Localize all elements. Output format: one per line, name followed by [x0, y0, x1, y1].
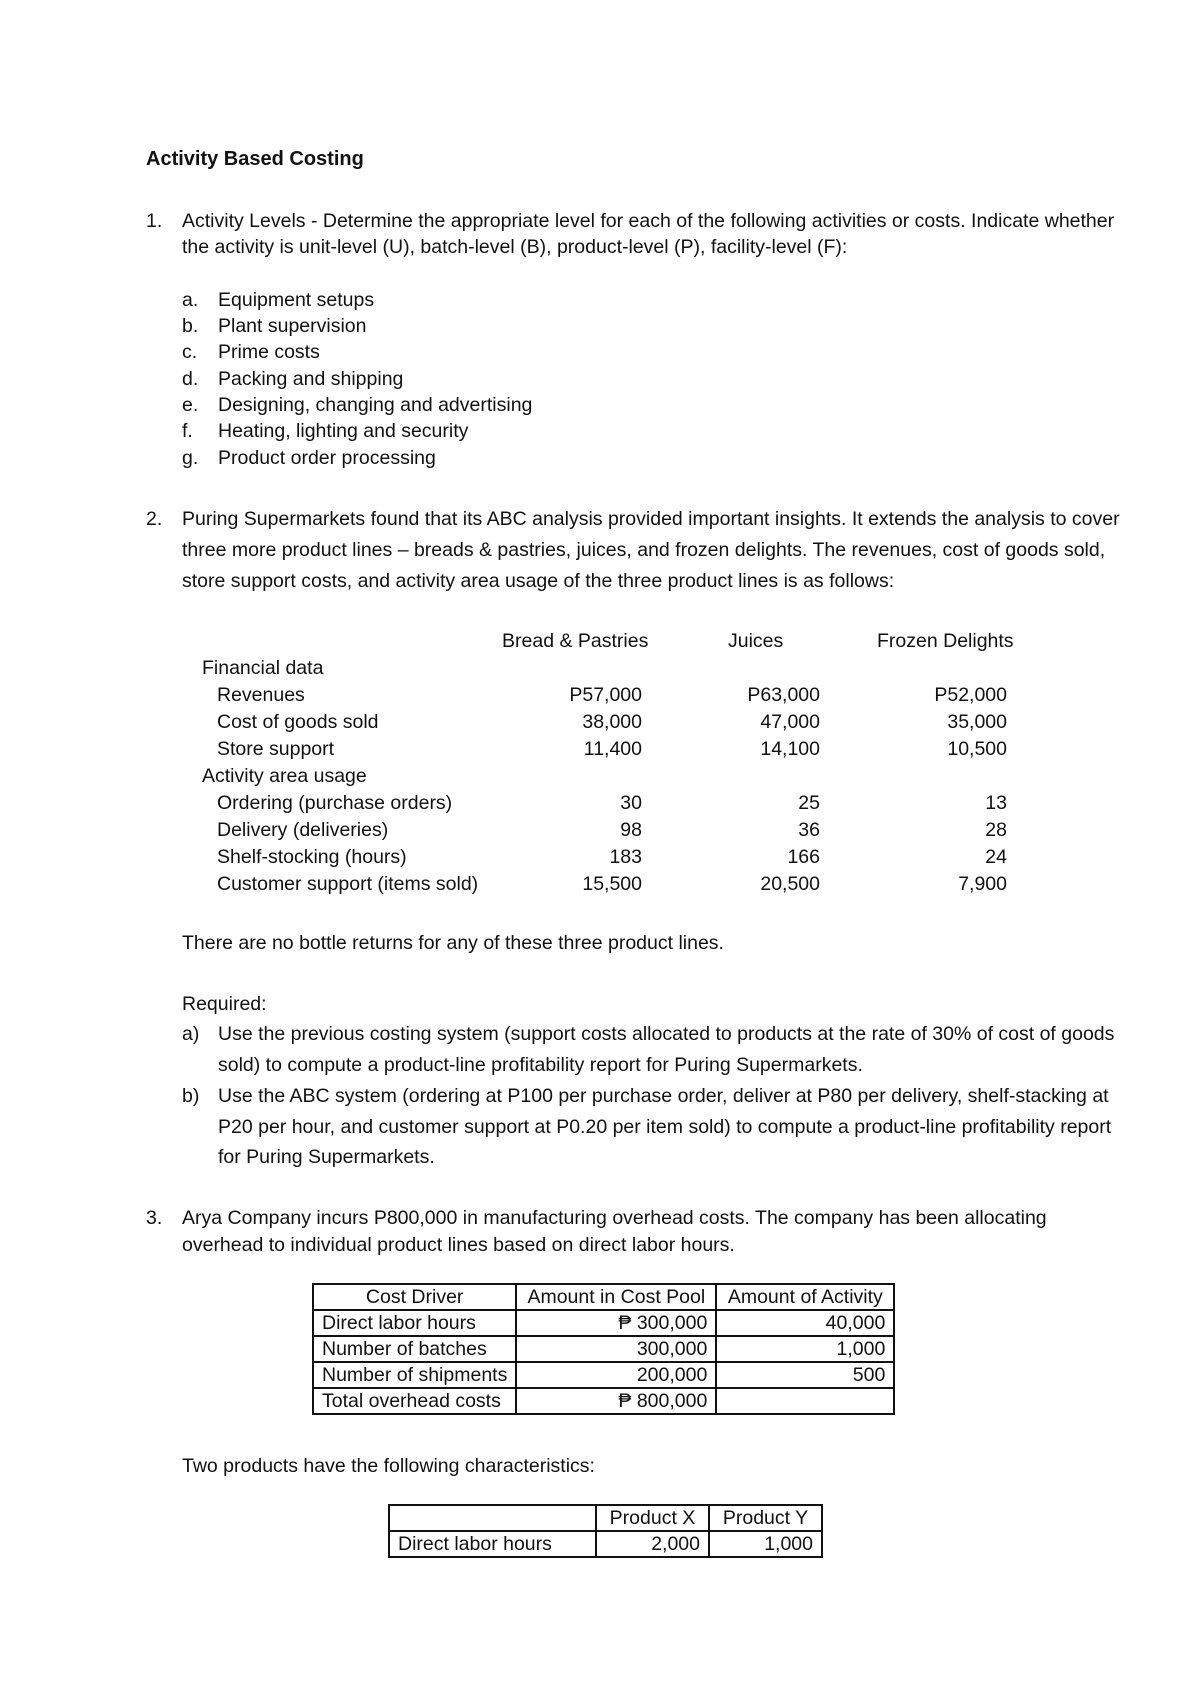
required-text-line: Use the ABC system (ordering at P100 per purchase order, deliver at P80 per delivery, shelf-stacking at — [218, 1085, 1109, 1107]
cell-value: 38,000 — [582, 711, 642, 733]
column-header-frozen: Frozen Delights — [877, 630, 1014, 652]
question-text-line: Puring Supermarkets found that its ABC analysis provided important insights. It extends the analysis to cover — [182, 508, 1120, 530]
required-letter: b) — [182, 1085, 200, 1107]
cell-value: 7,900 — [958, 873, 1007, 895]
question-text-line: overhead to individual product lines based on direct labor hours. — [182, 1234, 735, 1256]
cell-value: 98 — [620, 819, 642, 841]
list-text: Prime costs — [218, 341, 320, 363]
list-letter: e. — [182, 394, 199, 416]
cell-value: 13 — [985, 792, 1007, 814]
question-number: 1. — [146, 210, 163, 232]
cell-value — [716, 1388, 894, 1414]
cell-value: 35,000 — [947, 711, 1007, 733]
cell-value: 200,000 — [516, 1362, 716, 1388]
section-heading-row — [0, 765, 1200, 791]
list-text: Designing, changing and advertising — [218, 394, 533, 416]
header-cell: Cost Driver — [313, 1284, 516, 1310]
list-text: Packing and shipping — [218, 368, 404, 390]
table-row — [0, 846, 1200, 872]
row-label: Delivery (deliveries) — [217, 819, 389, 841]
list-letter: b. — [182, 315, 199, 337]
cell-value: 166 — [787, 846, 820, 868]
required-letter: a) — [182, 1023, 200, 1045]
cell-value: P52,000 — [934, 684, 1007, 706]
cell-value: 24 — [985, 846, 1007, 868]
question-text-line: Activity Levels - Determine the appropriate level for each of the following activities or costs. Indicate whether — [182, 210, 1115, 232]
list-letter: f. — [182, 420, 193, 442]
cell-value: 10,500 — [947, 738, 1007, 760]
section-heading-row — [0, 657, 1200, 683]
header-cell: Product Y — [709, 1505, 822, 1531]
section-heading: Activity area usage — [202, 765, 367, 787]
table-row — [0, 738, 1200, 764]
table-row — [0, 873, 1200, 899]
table-header-row — [389, 1505, 822, 1531]
row-label: Customer support (items sold) — [217, 873, 479, 895]
cell-value: 47,000 — [760, 711, 820, 733]
product-table — [388, 1504, 823, 1558]
list-text: Product order processing — [218, 447, 436, 469]
row-label: Shelf-stocking (hours) — [217, 846, 407, 868]
table-row — [313, 1362, 894, 1388]
list-text: Equipment setups — [218, 289, 375, 311]
table-row — [313, 1336, 894, 1362]
table-row — [313, 1310, 894, 1336]
question-text-line: the activity is unit-level (U), batch-level (B), product-level (P), facility-level (F): — [182, 236, 848, 258]
cell-value: 183 — [609, 846, 642, 868]
row-label: Store support — [217, 738, 335, 760]
cell-value: 20,500 — [760, 873, 820, 895]
cell-value: 300,000 — [516, 1336, 716, 1362]
note-text: There are no bottle returns for any of these three product lines. — [182, 932, 724, 954]
list-letter: g. — [182, 447, 199, 469]
required-text-line: for Puring Supermarkets. — [218, 1146, 435, 1168]
cell-value: 14,100 — [760, 738, 820, 760]
row-label: Number of shipments — [313, 1362, 516, 1388]
row-label: Ordering (purchase orders) — [217, 792, 453, 814]
table-row — [389, 1531, 822, 1557]
required-label: Required: — [182, 993, 267, 1015]
header-cell: Amount in Cost Pool — [516, 1284, 716, 1310]
list-letter: d. — [182, 368, 199, 390]
table-header-row — [0, 630, 1200, 656]
cell-value: ₱ 800,000 — [516, 1388, 716, 1414]
cell-value: 1,000 — [716, 1336, 894, 1362]
cell-value: 28 — [985, 819, 1007, 841]
cell-value: 36 — [798, 819, 820, 841]
document-title: Activity Based Costing — [146, 148, 364, 170]
row-label: Direct labor hours — [389, 1531, 596, 1557]
header-cell: Product X — [596, 1505, 709, 1531]
required-text-line: Use the previous costing system (support costs allocated to products at the rate of 30% of cost of goods — [218, 1023, 1115, 1045]
list-letter: c. — [182, 341, 198, 363]
cell-value: 500 — [716, 1362, 894, 1388]
cell-value: 1,000 — [709, 1531, 822, 1557]
table-row — [0, 684, 1200, 710]
question-text-line: store support costs, and activity area usage of the three product lines is as follows: — [182, 570, 895, 592]
table-row — [0, 819, 1200, 845]
cell-value: ₱ 300,000 — [516, 1310, 716, 1336]
table-row — [0, 711, 1200, 737]
row-label: Cost of goods sold — [217, 711, 379, 733]
list-text: Heating, lighting and security — [218, 420, 469, 442]
cost-driver-table — [312, 1283, 895, 1415]
question-text-line: Arya Company incurs P800,000 in manufacturing overhead costs. The company has been allocating — [182, 1207, 1047, 1229]
question-text-line: three more product lines – breads & pastries, juices, and frozen delights. The revenues, cost of goods sold, — [182, 539, 1106, 561]
required-text-line: sold) to compute a product-line profitability report for Puring Supermarkets. — [218, 1054, 863, 1076]
header-cell — [389, 1505, 596, 1531]
table-header-row — [313, 1284, 894, 1310]
row-label: Number of batches — [313, 1336, 516, 1362]
cell-value: 11,400 — [583, 738, 642, 760]
cell-value: 15,500 — [582, 873, 642, 895]
row-label: Direct labor hours — [313, 1310, 516, 1336]
cell-value: 40,000 — [716, 1310, 894, 1336]
cell-value: 2,000 — [596, 1531, 709, 1557]
cell-value: P57,000 — [569, 684, 642, 706]
section-heading: Financial data — [202, 657, 324, 679]
list-letter: a. — [182, 289, 199, 311]
question-number: 2. — [146, 508, 163, 530]
row-label: Total overhead costs — [313, 1388, 516, 1414]
header-cell: Amount of Activity — [716, 1284, 894, 1310]
cell-value: 30 — [620, 792, 642, 814]
products-intro-text: Two products have the following characteristics: — [182, 1455, 595, 1477]
column-header-juices: Juices — [728, 630, 784, 652]
table-row — [313, 1388, 894, 1414]
row-label: Revenues — [217, 684, 305, 706]
question-number: 3. — [146, 1207, 163, 1229]
list-text: Plant supervision — [218, 315, 367, 337]
required-text-line: P20 per hour, and customer support at P0.20 per item sold) to compute a product-line profitability report — [218, 1116, 1112, 1138]
cell-value: 25 — [798, 792, 820, 814]
cell-value: P63,000 — [747, 684, 820, 706]
column-header-bread: Bread & Pastries — [502, 630, 649, 652]
table-row — [0, 792, 1200, 818]
